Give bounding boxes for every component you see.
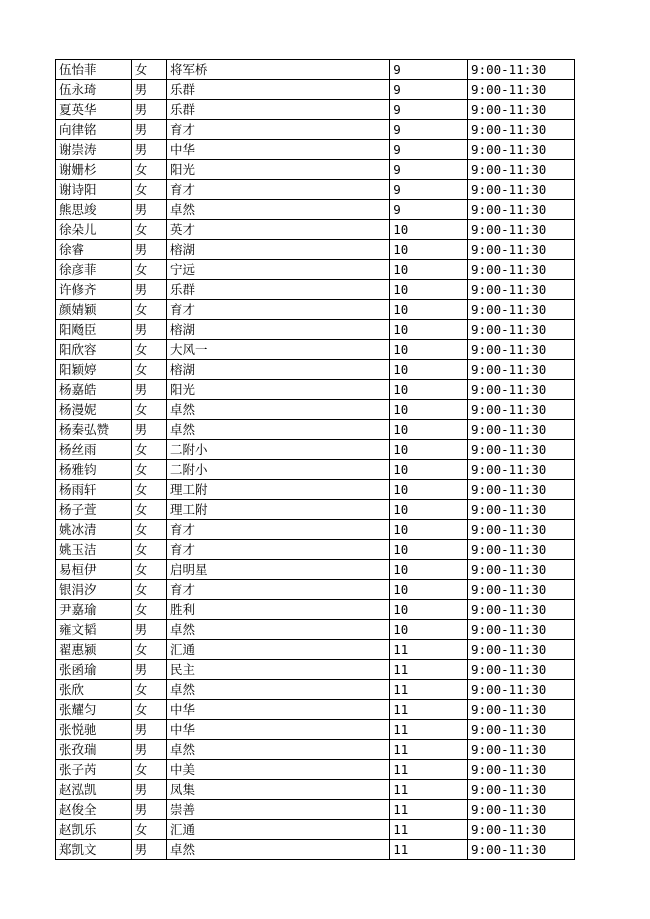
table-row (56, 260, 575, 280)
school-cell: 卓然 (167, 680, 390, 700)
table-row (56, 60, 575, 80)
table-row (56, 280, 575, 300)
gender-cell: 男 (131, 80, 166, 100)
student-name-cell: 谢崇涛 (56, 140, 132, 160)
school-cell: 汇通 (167, 640, 390, 660)
grade-cell: 10 (390, 280, 468, 300)
grade-cell: 10 (390, 260, 468, 280)
student-name-cell: 张悦驰 (56, 720, 132, 740)
grade-cell: 9 (390, 80, 468, 100)
time-cell: 9:00-11:30 (468, 320, 575, 340)
grade-cell: 10 (390, 300, 468, 320)
gender-cell: 女 (131, 820, 166, 840)
gender-cell: 男 (131, 100, 166, 120)
table-row (56, 340, 575, 360)
time-cell: 9:00-11:30 (468, 340, 575, 360)
time-cell: 9:00-11:30 (468, 540, 575, 560)
time-cell: 9:00-11:30 (468, 80, 575, 100)
time-cell: 9:00-11:30 (468, 500, 575, 520)
student-name-cell: 杨子萱 (56, 500, 132, 520)
grade-cell: 9 (390, 200, 468, 220)
gender-cell: 男 (131, 840, 166, 860)
student-name-cell: 阳颖婷 (56, 360, 132, 380)
time-cell: 9:00-11:30 (468, 200, 575, 220)
student-name-cell: 杨嘉皓 (56, 380, 132, 400)
student-name-cell: 伍怡菲 (56, 60, 132, 80)
table-row (56, 540, 575, 560)
gender-cell: 男 (131, 280, 166, 300)
grade-cell: 11 (390, 820, 468, 840)
gender-cell: 女 (131, 160, 166, 180)
gender-cell: 女 (131, 640, 166, 660)
student-name-cell: 银涓汐 (56, 580, 132, 600)
time-cell: 9:00-11:30 (468, 140, 575, 160)
school-cell: 民主 (167, 660, 390, 680)
time-cell: 9:00-11:30 (468, 820, 575, 840)
grade-cell: 10 (390, 580, 468, 600)
gender-cell: 女 (131, 560, 166, 580)
student-name-cell: 杨秦弘赞 (56, 420, 132, 440)
student-name-cell: 夏英华 (56, 100, 132, 120)
roster-table (55, 59, 575, 860)
student-name-cell: 姚冰清 (56, 520, 132, 540)
school-cell: 崇善 (167, 800, 390, 820)
gender-cell: 女 (131, 540, 166, 560)
time-cell: 9:00-11:30 (468, 780, 575, 800)
table-row (56, 420, 575, 440)
time-cell: 9:00-11:30 (468, 280, 575, 300)
school-cell: 启明星 (167, 560, 390, 580)
grade-cell: 9 (390, 180, 468, 200)
school-cell: 将军桥 (167, 60, 390, 80)
time-cell: 9:00-11:30 (468, 220, 575, 240)
school-cell: 卓然 (167, 200, 390, 220)
time-cell: 9:00-11:30 (468, 680, 575, 700)
student-name-cell: 谢诗阳 (56, 180, 132, 200)
gender-cell: 女 (131, 340, 166, 360)
time-cell: 9:00-11:30 (468, 120, 575, 140)
table-row (56, 480, 575, 500)
gender-cell: 男 (131, 720, 166, 740)
student-name-cell: 杨漫妮 (56, 400, 132, 420)
grade-cell: 11 (390, 640, 468, 660)
gender-cell: 女 (131, 60, 166, 80)
gender-cell: 女 (131, 440, 166, 460)
school-cell: 育才 (167, 580, 390, 600)
gender-cell: 女 (131, 760, 166, 780)
student-name-cell: 翟惠颍 (56, 640, 132, 660)
gender-cell: 女 (131, 220, 166, 240)
table-row (56, 600, 575, 620)
school-cell: 乐群 (167, 280, 390, 300)
table-row (56, 640, 575, 660)
time-cell: 9:00-11:30 (468, 740, 575, 760)
gender-cell: 男 (131, 320, 166, 340)
table-row (56, 740, 575, 760)
grade-cell: 10 (390, 460, 468, 480)
grade-cell: 10 (390, 380, 468, 400)
time-cell: 9:00-11:30 (468, 240, 575, 260)
student-name-cell: 徐睿 (56, 240, 132, 260)
grade-cell: 10 (390, 340, 468, 360)
student-name-cell: 雍文韬 (56, 620, 132, 640)
school-cell: 乐群 (167, 80, 390, 100)
time-cell: 9:00-11:30 (468, 460, 575, 480)
table-row (56, 300, 575, 320)
school-cell: 榕湖 (167, 320, 390, 340)
time-cell: 9:00-11:30 (468, 700, 575, 720)
gender-cell: 女 (131, 680, 166, 700)
school-cell: 育才 (167, 520, 390, 540)
student-name-cell: 张孜瑞 (56, 740, 132, 760)
student-name-cell: 尹嘉瑜 (56, 600, 132, 620)
grade-cell: 9 (390, 100, 468, 120)
student-name-cell: 伍永琦 (56, 80, 132, 100)
table-row (56, 520, 575, 540)
table-row (56, 220, 575, 240)
student-name-cell: 张耀匀 (56, 700, 132, 720)
student-name-cell: 张函瑜 (56, 660, 132, 680)
gender-cell: 女 (131, 600, 166, 620)
table-row (56, 720, 575, 740)
time-cell: 9:00-11:30 (468, 260, 575, 280)
gender-cell: 女 (131, 580, 166, 600)
school-cell: 中华 (167, 720, 390, 740)
school-cell: 卓然 (167, 420, 390, 440)
gender-cell: 女 (131, 180, 166, 200)
table-row (56, 200, 575, 220)
school-cell: 卓然 (167, 740, 390, 760)
gender-cell: 男 (131, 660, 166, 680)
grade-cell: 11 (390, 700, 468, 720)
student-name-cell: 许修齐 (56, 280, 132, 300)
time-cell: 9:00-11:30 (468, 840, 575, 860)
grade-cell: 11 (390, 800, 468, 820)
school-cell: 榕湖 (167, 240, 390, 260)
roster-body (56, 60, 575, 860)
school-cell: 大风一 (167, 340, 390, 360)
gender-cell: 女 (131, 480, 166, 500)
table-row (56, 840, 575, 860)
time-cell: 9:00-11:30 (468, 160, 575, 180)
school-cell: 乐群 (167, 100, 390, 120)
time-cell: 9:00-11:30 (468, 60, 575, 80)
student-name-cell: 向律铭 (56, 120, 132, 140)
gender-cell: 男 (131, 780, 166, 800)
school-cell: 理工附 (167, 480, 390, 500)
school-cell: 二附小 (167, 460, 390, 480)
time-cell: 9:00-11:30 (468, 720, 575, 740)
school-cell: 宁远 (167, 260, 390, 280)
grade-cell: 10 (390, 560, 468, 580)
gender-cell: 女 (131, 260, 166, 280)
grade-cell: 11 (390, 760, 468, 780)
student-name-cell: 赵凯乐 (56, 820, 132, 840)
table-row (56, 380, 575, 400)
student-name-cell: 杨雅钧 (56, 460, 132, 480)
grade-cell: 10 (390, 520, 468, 540)
table-row (56, 760, 575, 780)
gender-cell: 女 (131, 700, 166, 720)
student-name-cell: 郑凯文 (56, 840, 132, 860)
school-cell: 胜利 (167, 600, 390, 620)
gender-cell: 女 (131, 400, 166, 420)
grade-cell: 10 (390, 500, 468, 520)
table-row (56, 500, 575, 520)
table-row (56, 160, 575, 180)
grade-cell: 10 (390, 480, 468, 500)
time-cell: 9:00-11:30 (468, 360, 575, 380)
table-row (56, 780, 575, 800)
grade-cell: 11 (390, 840, 468, 860)
table-row (56, 800, 575, 820)
school-cell: 卓然 (167, 400, 390, 420)
gender-cell: 男 (131, 800, 166, 820)
time-cell: 9:00-11:30 (468, 400, 575, 420)
time-cell: 9:00-11:30 (468, 520, 575, 540)
table-row (56, 400, 575, 420)
school-cell: 卓然 (167, 840, 390, 860)
student-name-cell: 熊思竣 (56, 200, 132, 220)
student-name-cell: 谢姗杉 (56, 160, 132, 180)
school-cell: 育才 (167, 120, 390, 140)
table-row (56, 680, 575, 700)
gender-cell: 男 (131, 740, 166, 760)
school-cell: 阳光 (167, 380, 390, 400)
school-cell: 育才 (167, 180, 390, 200)
student-name-cell: 张子芮 (56, 760, 132, 780)
gender-cell: 男 (131, 140, 166, 160)
gender-cell: 女 (131, 360, 166, 380)
time-cell: 9:00-11:30 (468, 660, 575, 680)
time-cell: 9:00-11:30 (468, 300, 575, 320)
grade-cell: 11 (390, 660, 468, 680)
student-name-cell: 赵俊全 (56, 800, 132, 820)
grade-cell: 11 (390, 680, 468, 700)
gender-cell: 男 (131, 240, 166, 260)
table-row (56, 620, 575, 640)
school-cell: 中华 (167, 140, 390, 160)
gender-cell: 男 (131, 420, 166, 440)
school-cell: 汇通 (167, 820, 390, 840)
grade-cell: 10 (390, 400, 468, 420)
time-cell: 9:00-11:30 (468, 180, 575, 200)
grade-cell: 11 (390, 780, 468, 800)
table-row (56, 700, 575, 720)
grade-cell: 10 (390, 240, 468, 260)
student-name-cell: 杨雨轩 (56, 480, 132, 500)
table-row (56, 80, 575, 100)
table-row (56, 580, 575, 600)
time-cell: 9:00-11:30 (468, 640, 575, 660)
gender-cell: 男 (131, 120, 166, 140)
table-row (56, 240, 575, 260)
grade-cell: 9 (390, 60, 468, 80)
school-cell: 阳光 (167, 160, 390, 180)
grade-cell: 10 (390, 320, 468, 340)
grade-cell: 10 (390, 540, 468, 560)
school-cell: 凤集 (167, 780, 390, 800)
gender-cell: 女 (131, 460, 166, 480)
student-name-cell: 徐朵儿 (56, 220, 132, 240)
table-row (56, 140, 575, 160)
student-name-cell: 张欣 (56, 680, 132, 700)
student-name-cell: 赵泓凯 (56, 780, 132, 800)
school-cell: 英才 (167, 220, 390, 240)
time-cell: 9:00-11:30 (468, 420, 575, 440)
school-cell: 理工附 (167, 500, 390, 520)
time-cell: 9:00-11:30 (468, 440, 575, 460)
grade-cell: 10 (390, 220, 468, 240)
table-row (56, 660, 575, 680)
grade-cell: 10 (390, 440, 468, 460)
school-cell: 中华 (167, 700, 390, 720)
table-row (56, 320, 575, 340)
grade-cell: 10 (390, 360, 468, 380)
school-cell: 育才 (167, 540, 390, 560)
grade-cell: 9 (390, 160, 468, 180)
grade-cell: 10 (390, 420, 468, 440)
school-cell: 中美 (167, 760, 390, 780)
time-cell: 9:00-11:30 (468, 800, 575, 820)
student-name-cell: 阳欣容 (56, 340, 132, 360)
table-row (56, 560, 575, 580)
student-name-cell: 姚玉洁 (56, 540, 132, 560)
grade-cell: 9 (390, 140, 468, 160)
table-row (56, 440, 575, 460)
gender-cell: 女 (131, 500, 166, 520)
student-name-cell: 易桓伊 (56, 560, 132, 580)
grade-cell: 10 (390, 620, 468, 640)
time-cell: 9:00-11:30 (468, 100, 575, 120)
time-cell: 9:00-11:30 (468, 760, 575, 780)
school-cell: 卓然 (167, 620, 390, 640)
school-cell: 育才 (167, 300, 390, 320)
gender-cell: 男 (131, 380, 166, 400)
time-cell: 9:00-11:30 (468, 580, 575, 600)
time-cell: 9:00-11:30 (468, 560, 575, 580)
time-cell: 9:00-11:30 (468, 600, 575, 620)
table-row (56, 100, 575, 120)
student-name-cell: 颜婧颖 (56, 300, 132, 320)
school-cell: 榕湖 (167, 360, 390, 380)
grade-cell: 9 (390, 120, 468, 140)
table-row (56, 820, 575, 840)
student-name-cell: 杨丝雨 (56, 440, 132, 460)
time-cell: 9:00-11:30 (468, 480, 575, 500)
table-row (56, 180, 575, 200)
gender-cell: 女 (131, 300, 166, 320)
gender-cell: 男 (131, 200, 166, 220)
table-row (56, 460, 575, 480)
time-cell: 9:00-11:30 (468, 620, 575, 640)
grade-cell: 11 (390, 720, 468, 740)
student-name-cell: 阳飏臣 (56, 320, 132, 340)
grade-cell: 10 (390, 600, 468, 620)
time-cell: 9:00-11:30 (468, 380, 575, 400)
school-cell: 二附小 (167, 440, 390, 460)
grade-cell: 11 (390, 740, 468, 760)
table-row (56, 120, 575, 140)
gender-cell: 女 (131, 520, 166, 540)
student-name-cell: 徐彦菲 (56, 260, 132, 280)
gender-cell: 男 (131, 620, 166, 640)
table-row (56, 360, 575, 380)
